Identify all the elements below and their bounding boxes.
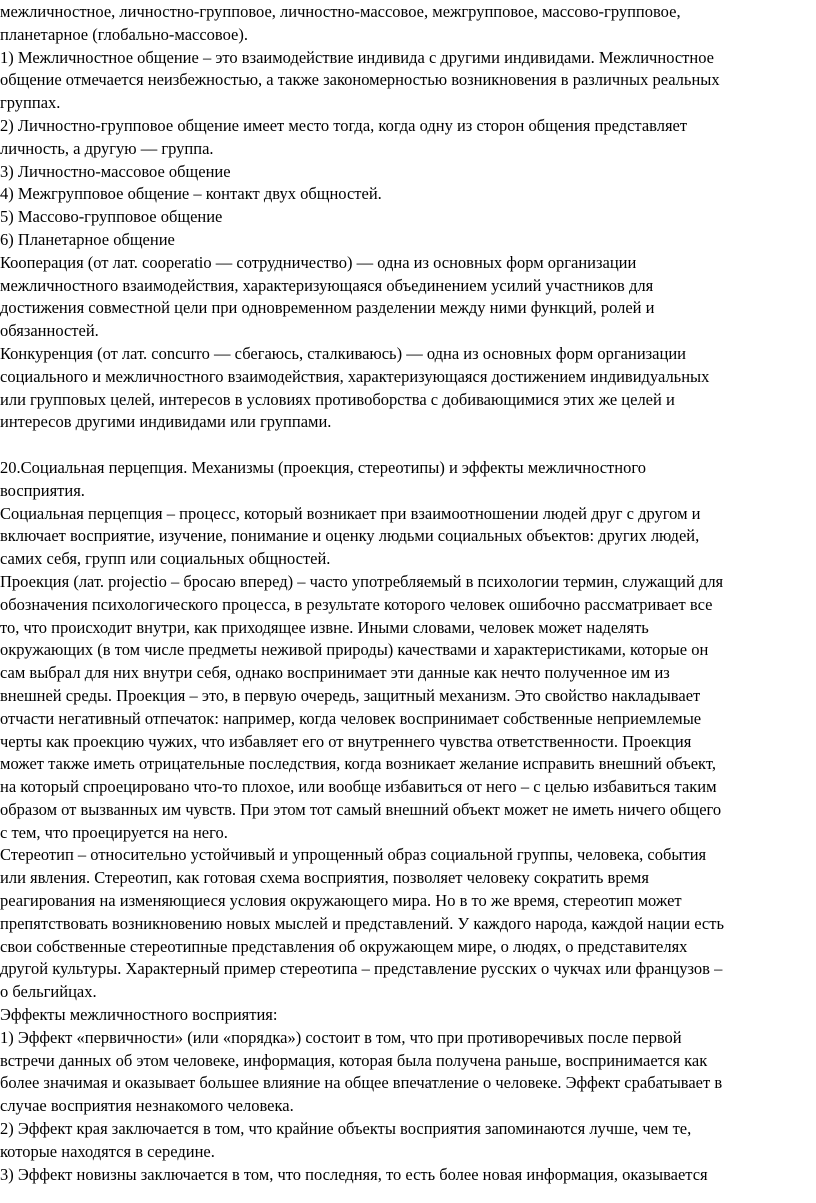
text-line: включает восприятие, изучение, понимание и оценку людьми социальных объектов: других людей, bbox=[0, 526, 700, 546]
paragraph-cooperation bbox=[0, 252, 816, 343]
text-line: 2) Личностно-групповое общение имеет место тогда, когда одну из сторон общения представляет bbox=[0, 115, 688, 135]
text-line: Проекция (лат. projectio – бросаю вперед) – часто употребляемый в психологии термин, служащий для bbox=[0, 571, 724, 591]
text-line: социального и межличностного взаимодействия, характеризующаяся достижением индивидуальных bbox=[0, 366, 710, 386]
document-body bbox=[0, 1, 816, 1186]
text-line: интересов другими индивидами или группами. bbox=[0, 412, 332, 432]
text-line: о бельгийцах. bbox=[0, 982, 97, 1002]
text-line: 6) Планетарное общение bbox=[0, 229, 175, 249]
paragraph-stereotype bbox=[0, 844, 816, 1004]
text-line: которые находятся в середине. bbox=[0, 1141, 215, 1161]
paragraph-type-6 bbox=[0, 229, 816, 252]
paragraph-intro bbox=[0, 1, 816, 47]
paragraph-type-2 bbox=[0, 115, 816, 161]
paragraph-competition bbox=[0, 343, 816, 434]
text-line: внешней среды. Проекция – это, в первую очередь, защитный механизм. Это свойство накладывает bbox=[0, 685, 701, 705]
text-line: свои собственные стереотипные представления об окружающем мире, о людях, о представителях bbox=[0, 936, 688, 956]
text-line: Эффекты межличностного восприятия: bbox=[0, 1005, 278, 1025]
text-line: 3) Эффект новизны заключается в том, что последняя, то есть более новая информация, оказывается bbox=[0, 1164, 708, 1184]
text-line: черты как проекцию чужих, что избавляет его от внутреннего чувства ответственности. Проекция bbox=[0, 731, 692, 751]
text-line: образом от вызванных им чувств. При этом тот самый внешний объект может не иметь ничего общего bbox=[0, 799, 722, 819]
paragraph-effects-title bbox=[0, 1004, 816, 1027]
text-line: более значимая и оказывает большее влияние на общее впечатление о человеке. Эффект срабатывает в bbox=[0, 1073, 723, 1093]
text-line: на который спроецировано что-то плохое, или вообще избавиться от него – с целью избавиться таким bbox=[0, 777, 717, 797]
text-line: другой культуры. Характерный пример стереотипа – представление русских о чукчах или французов – bbox=[0, 959, 723, 979]
text-line: личность, а другую — группа. bbox=[0, 138, 214, 158]
text-line: обязанностей. bbox=[0, 321, 99, 341]
text-line: Кооперация (от лат. cooperatio — сотрудничество) — одна из основных форм организации bbox=[0, 252, 637, 272]
text-line: окружающих (в том числе предметы неживой природы) качествами и характеристиками, которые он bbox=[0, 640, 709, 660]
text-line: или явления. Стереотип, как готовая схема восприятия, позволяет человеку сократить время bbox=[0, 868, 649, 888]
text-line: 4) Межгрупповое общение – контакт двух общностей. bbox=[0, 184, 382, 204]
text-line: 1) Межличностное общение – это взаимодействие индивида с другими индивидами. Межличностное bbox=[0, 47, 714, 67]
paragraph-type-3 bbox=[0, 161, 816, 184]
paragraph-projection bbox=[0, 571, 816, 845]
text-line: может также иметь отрицательные последствия, когда возникает желание исправить внешний объект, bbox=[0, 754, 716, 774]
text-line: с тем, что проецируется на него. bbox=[0, 822, 228, 842]
paragraph-heading-20 bbox=[0, 457, 816, 503]
text-line: межличностного взаимодействия, характеризующаяся объединением усилий участников для bbox=[0, 275, 654, 295]
text-line: 1) Эффект «первичности» (или «порядка») состоит в том, что при противоречивых после первой bbox=[0, 1027, 682, 1047]
text-line: планетарное (глобально-массовое). bbox=[0, 24, 248, 44]
paragraph-effect-2 bbox=[0, 1118, 816, 1164]
paragraph-effect-3 bbox=[0, 1164, 816, 1187]
text-line: достижения совместной цели при одновременном разделении между ними функций, ролей и bbox=[0, 298, 655, 318]
text-line: общение отмечается неизбежностью, а также закономерностью возникновения в различных реальных bbox=[0, 70, 720, 90]
text-line: 2) Эффект края заключается в том, что крайние объекты восприятия запоминаются лучше, чем те, bbox=[0, 1119, 692, 1139]
text-line: межличностное, личностно-групповое, личностно-массовое, межгрупповое, массово-групповое, bbox=[0, 2, 681, 21]
blank-line bbox=[0, 434, 816, 457]
paragraph-type-1 bbox=[0, 47, 816, 115]
text-line: самих себя, групп или социальных общностей. bbox=[0, 549, 331, 569]
text-line: то, что происходит внутри, как приходящее извне. Иными словами, человек может наделять bbox=[0, 617, 649, 637]
text-line: сам выбрал для них внутри себя, однако воспринимает эти данные как нечто полученное им из bbox=[0, 663, 670, 683]
paragraph-spacer bbox=[0, 434, 816, 457]
text-line: Конкуренция (от лат. concurro — сбегаюсь, сталкиваюсь) — одна из основных форм организации bbox=[0, 343, 686, 363]
text-line: препятствовать возникновению новых мыслей и представлений. У каждого народа, каждой нации есть bbox=[0, 913, 724, 933]
text-line: восприятия. bbox=[0, 480, 85, 500]
paragraph-type-5 bbox=[0, 206, 816, 229]
text-line: 5) Массово-групповое общение bbox=[0, 207, 223, 227]
text-line: или групповых целей, интересов в условиях противоборства с добивающимися этих же целей и bbox=[0, 389, 675, 409]
text-line: Стереотип – относительно устойчивый и упрощенный образ социальной группы, человека, события bbox=[0, 845, 707, 865]
text-line: 3) Личностно-массовое общение bbox=[0, 161, 231, 181]
text-line: случае восприятия незнакомого человека. bbox=[0, 1096, 294, 1116]
paragraph-type-4 bbox=[0, 183, 816, 206]
text-line: группах. bbox=[0, 93, 61, 113]
paragraph-effect-1 bbox=[0, 1027, 816, 1118]
paragraph-social-perception bbox=[0, 503, 816, 571]
text-line: обозначения психологического процесса, в результате которого человек ошибочно рассматривает все bbox=[0, 594, 713, 614]
text-line: встречи данных об этом человеке, информация, которая была получена раньше, воспринимается как bbox=[0, 1050, 708, 1070]
text-line: Социальная перцепция – процесс, который возникает при взаимоотношении людей друг с другом и bbox=[0, 503, 701, 523]
text-line: реагирования на изменяющиеся условия окружающего мира. Но в то же время, стереотип может bbox=[0, 891, 682, 911]
text-line: отчасти негативный отпечаток: например, когда человек воспринимает собственные неприемлемые bbox=[0, 708, 702, 728]
text-line: 20.Социальная перцепция. Механизмы (проекция, стереотипы) и эффекты межличностного bbox=[0, 457, 646, 477]
